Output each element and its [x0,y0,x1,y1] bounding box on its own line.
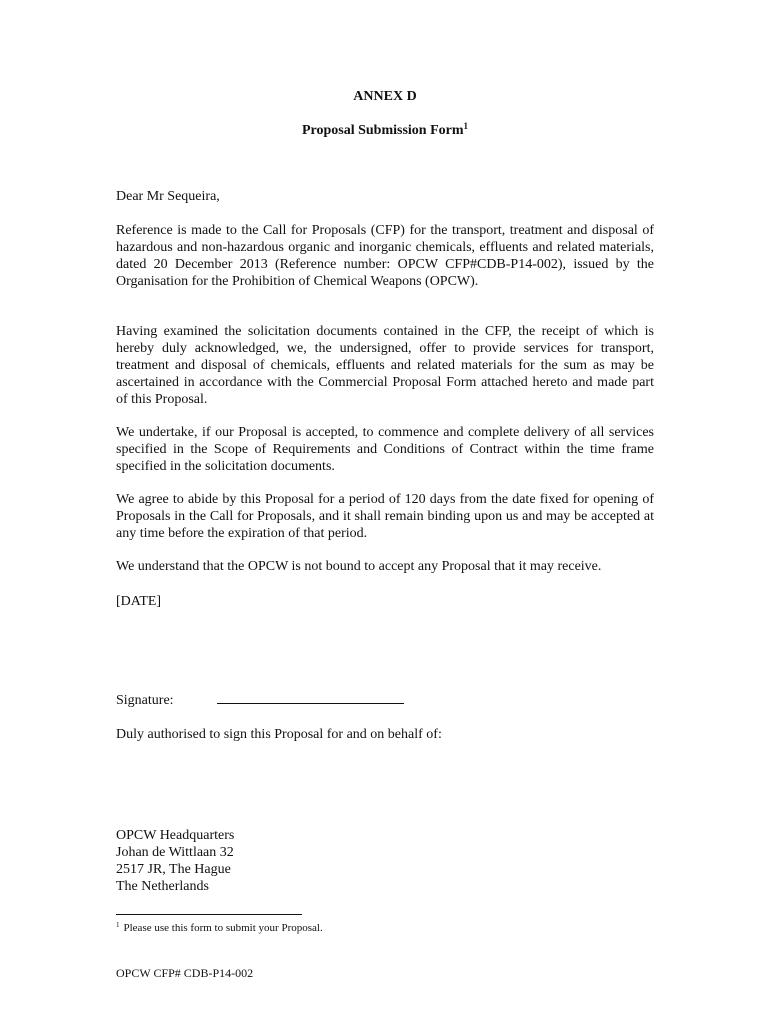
footnote-separator [116,914,302,915]
salutation: Dear Mr Sequeira, [116,189,220,204]
authorisation-text: Duly authorised to sign this Proposal for and on behalf of: [116,727,442,742]
address-block [116,827,234,895]
signature-line [217,691,404,704]
paragraph-offer: Having examined the solicitation documents contained in the CFP, the receipt of which is hereby duly acknowledged, we, the undersigned, offer to provide services for transport, treatment and disposal of chemicals, effluents and related materials for the sum as may be ascertained in accordance with the Commercial Proposal Form attached hereto and made part of this Proposal. [116,324,654,407]
footnote-text: Please use this form to submit your Proposal. [123,922,323,934]
paragraph-reference: Reference is made to the Call for Proposals (CFP) for the transport, treatment and disposal of hazardous and non-hazardous organic and inorganic chemicals, effluents and related materials, dated 20 December 2013 (Reference number: OPCW CFP#CDB-P14-002), issued by the Organisation for the Prohibition of Chemical Weapons (OPCW). [116,223,654,289]
signature-row [116,691,404,709]
signature-label: Signature: [116,693,174,708]
address-line-city: 2517 JR, The Hague [116,862,231,877]
address-line-street: Johan de Wittlaan 32 [116,845,234,860]
paragraph-acceptance: We understand that the OPCW is not bound to accept any Proposal that it may receive. [116,559,602,574]
footnote-marker: 1 [116,921,120,929]
footer-reference: OPCW CFP# CDB-P14-002 [116,966,254,980]
form-title [0,122,770,139]
address-line-country: The Netherlands [116,879,209,894]
date-placeholder: [DATE] [116,594,162,609]
annex-title: ANNEX D [353,89,417,104]
form-title-text: Proposal Submission Form [301,123,464,138]
paragraph-validity: We agree to abide by this Proposal for a period of 120 days from the date fixed for opening of Proposals in the Call for Proposals, and it shall remain binding upon us and may be accepted at any time before the expiration of that period. [116,492,654,541]
paragraph-undertaking: We undertake, if our Proposal is accepted, to commence and complete delivery of all services specified in the Scope of Requirements and Conditions of Contract within the time frame specified in the solicitation documents. [116,425,654,474]
title-footnote-marker: 1 [463,121,469,131]
address-line-organisation: OPCW Headquarters [116,828,235,843]
footnote [116,921,323,935]
